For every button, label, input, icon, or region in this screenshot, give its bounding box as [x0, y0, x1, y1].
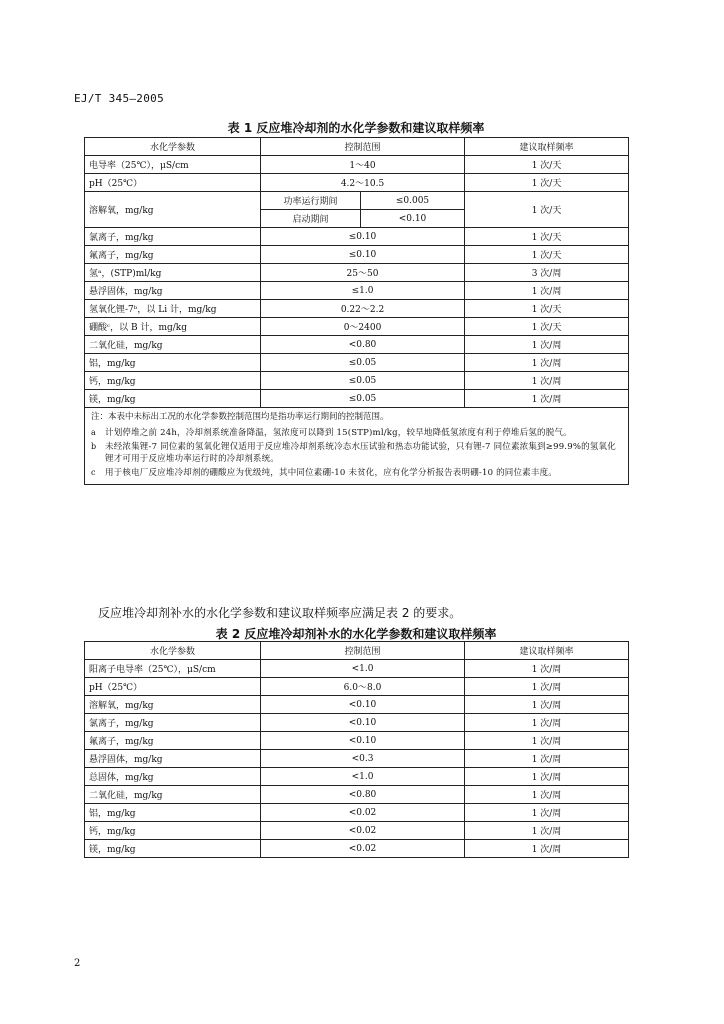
footnote-mark: c — [91, 468, 96, 477]
param-cell: 总固体，mg/kg — [85, 768, 261, 786]
oxygen-sub1-label: 功率运行期间 — [261, 192, 361, 210]
footnote — [91, 427, 622, 440]
freq-cell: 1 次/周 — [465, 714, 629, 732]
table2-caption: 表 2 反应堆冷却剂补水的水化学参数和建议取样频率 — [215, 627, 497, 641]
freq-cell: 1 次/周 — [465, 822, 629, 840]
table-row — [85, 678, 629, 696]
table1-notes-row — [85, 408, 629, 485]
table2-header-row — [85, 642, 629, 660]
freq-cell: 1 次/周 — [465, 840, 629, 858]
table-row — [85, 768, 629, 786]
param-cell: 阳离子电导率（25℃），μS/cm — [85, 660, 261, 678]
range-cell: <0.02 — [261, 822, 465, 840]
freq-cell: 1 次/天 — [465, 246, 629, 264]
freq-cell: 1 次/周 — [465, 696, 629, 714]
table-row — [85, 156, 629, 174]
freq-cell: 1 次/天 — [465, 156, 629, 174]
param-cell: pH（25℃） — [85, 174, 261, 192]
range-cell: 0～2400 — [261, 318, 465, 336]
param-cell: 铝，mg/kg — [85, 804, 261, 822]
param-cell: 氟离子，mg/kg — [85, 246, 261, 264]
range-cell: 0.22～2.2 — [261, 300, 465, 318]
table1-header-range: 控制范围 — [261, 138, 465, 156]
param-cell: 二氧化硅，mg/kg — [85, 786, 261, 804]
range-cell: 1～40 — [261, 156, 465, 174]
range-cell: <0.10 — [261, 714, 465, 732]
freq-cell: 1 次/周 — [465, 750, 629, 768]
standard-code: EJ/T 345—2005 — [74, 92, 164, 105]
freq-cell: 1 次/周 — [465, 282, 629, 300]
table-row — [85, 372, 629, 390]
footnote-text: 用于核电厂反应堆冷却剂的硼酸应为优级纯，其中同位素硼-10 未贫化，应有化学分析报告表明硼-10 的同位素丰度。 — [105, 468, 557, 478]
param-cell: 悬浮固体，mg/kg — [85, 750, 261, 768]
table-row — [85, 174, 629, 192]
freq-cell: 3 次/周 — [465, 264, 629, 282]
range-cell: <0.02 — [261, 804, 465, 822]
table-row — [85, 822, 629, 840]
table-row — [85, 246, 629, 264]
footnote-text: 计划停堆之前 24h，冷却剂系统准备降温，氢浓度可以降到 15(STP)ml/kg，较早地降低氢浓度有利于停堆后氢的脱气。 — [105, 427, 572, 438]
footnote-mark: a — [91, 427, 96, 437]
range-cell: <0.10 — [261, 696, 465, 714]
param-cell: 钙，mg/kg — [85, 822, 261, 840]
range-cell: ≤0.05 — [261, 390, 465, 408]
range-cell: 6.0～8.0 — [261, 678, 465, 696]
table-row — [85, 282, 629, 300]
table1-notes — [85, 408, 629, 485]
table2-intro-text: 反应堆冷却剂补水的水化学参数和建议取样频率应满足表 2 的要求。 — [98, 606, 462, 620]
table1-header-row — [85, 138, 629, 156]
table1-header-freq: 建议取样频率 — [465, 138, 629, 156]
freq-cell: 1 次/天 — [465, 192, 629, 228]
range-cell: <1.0 — [261, 660, 465, 678]
param-cell: 硼酸ᶜ，以 B 计，mg/kg — [85, 318, 261, 336]
range-cell: <0.80 — [261, 336, 465, 354]
param-cell: 镁，mg/kg — [85, 390, 261, 408]
table1-caption: 表 1 反应堆冷却剂的水化学参数和建议取样频率 — [227, 121, 485, 135]
table2-header-range: 控制范围 — [261, 642, 465, 660]
param-cell: 氯离子，mg/kg — [85, 714, 261, 732]
param-cell: 二氧化硅，mg/kg — [85, 336, 261, 354]
table-row — [85, 264, 629, 282]
table-row — [85, 786, 629, 804]
param-cell: 电导率（25℃），μS/cm — [85, 156, 261, 174]
freq-cell: 1 次/周 — [465, 786, 629, 804]
freq-cell: 1 次/天 — [465, 318, 629, 336]
table-row — [85, 714, 629, 732]
freq-cell: 1 次/周 — [465, 390, 629, 408]
freq-cell: 1 次/天 — [465, 228, 629, 246]
param-cell: 铝，mg/kg — [85, 354, 261, 372]
table-row — [85, 354, 629, 372]
footnote-mark: b — [91, 441, 97, 451]
table-row — [85, 750, 629, 768]
param-cell: 溶解氧，mg/kg — [85, 696, 261, 714]
table-row — [85, 696, 629, 714]
range-cell: ≤0.10 — [261, 246, 465, 264]
range-cell: 4.2～10.5 — [261, 174, 465, 192]
table-row — [85, 318, 629, 336]
freq-cell: 1 次/周 — [465, 660, 629, 678]
table-row — [85, 840, 629, 858]
table-row — [85, 660, 629, 678]
table-row — [85, 300, 629, 318]
range-cell: <0.02 — [261, 840, 465, 858]
freq-cell: 1 次/天 — [465, 300, 629, 318]
range-cell: <0.80 — [261, 786, 465, 804]
range-cell: 25～50 — [261, 264, 465, 282]
freq-cell: 1 次/周 — [465, 336, 629, 354]
param-cell: 氢ᵃ，(STP)ml/kg — [85, 264, 261, 282]
param-cell: pH（25℃） — [85, 678, 261, 696]
range-cell: <1.0 — [261, 768, 465, 786]
table-row — [85, 804, 629, 822]
table2-header-freq: 建议取样频率 — [465, 642, 629, 660]
footnote — [91, 441, 622, 467]
table-row — [85, 336, 629, 354]
param-cell: 氢氧化锂-7ᵇ，以 Li 计，mg/kg — [85, 300, 261, 318]
param-cell: 氯离子，mg/kg — [85, 228, 261, 246]
oxygen-sub2-label: 启动期间 — [261, 210, 361, 228]
freq-cell: 1 次/周 — [465, 768, 629, 786]
range-cell: ≤1.0 — [261, 282, 465, 300]
freq-cell: 1 次/天 — [465, 174, 629, 192]
param-cell: 氟离子，mg/kg — [85, 732, 261, 750]
oxygen-sub1-value: ≤0.005 — [361, 192, 465, 210]
table-row-oxygen — [85, 192, 629, 210]
param-cell: 镁，mg/kg — [85, 840, 261, 858]
freq-cell: 1 次/周 — [465, 372, 629, 390]
param-cell: 溶解氧，mg/kg — [85, 192, 261, 228]
range-cell: ≤0.05 — [261, 354, 465, 372]
table1-header-param: 水化学参数 — [85, 138, 261, 156]
range-cell: ≤0.05 — [261, 372, 465, 390]
footnote — [91, 467, 622, 480]
freq-cell: 1 次/周 — [465, 354, 629, 372]
table-row — [85, 390, 629, 408]
footnote-text: 未经浓集锂-7 同位素的氢氧化锂仅适用于反应堆冷却剂系统冷态水压试验和热态功能试验，只有锂-7 同位素浓集到≥99.9%的氢氧化锂才可用于反应堆功率运行时的冷却剂系统。 — [105, 441, 616, 465]
table-row — [85, 228, 629, 246]
table1-note: 注：本表中未标出工况的水化学参数控制范围均是指功率运行期间的控制范围。 — [91, 412, 389, 422]
table2-header-param: 水化学参数 — [85, 642, 261, 660]
range-cell: ≤0.10 — [261, 228, 465, 246]
oxygen-sub2-value: <0.10 — [361, 210, 465, 228]
freq-cell: 1 次/周 — [465, 804, 629, 822]
page-number: 2 — [74, 958, 81, 969]
table-row — [85, 732, 629, 750]
freq-cell: 1 次/周 — [465, 678, 629, 696]
param-cell: 悬浮固体，mg/kg — [85, 282, 261, 300]
range-cell: <0.3 — [261, 750, 465, 768]
param-cell: 钙，mg/kg — [85, 372, 261, 390]
freq-cell: 1 次/周 — [465, 732, 629, 750]
table2 — [84, 641, 629, 858]
range-cell: <0.10 — [261, 732, 465, 750]
table1 — [84, 137, 629, 485]
